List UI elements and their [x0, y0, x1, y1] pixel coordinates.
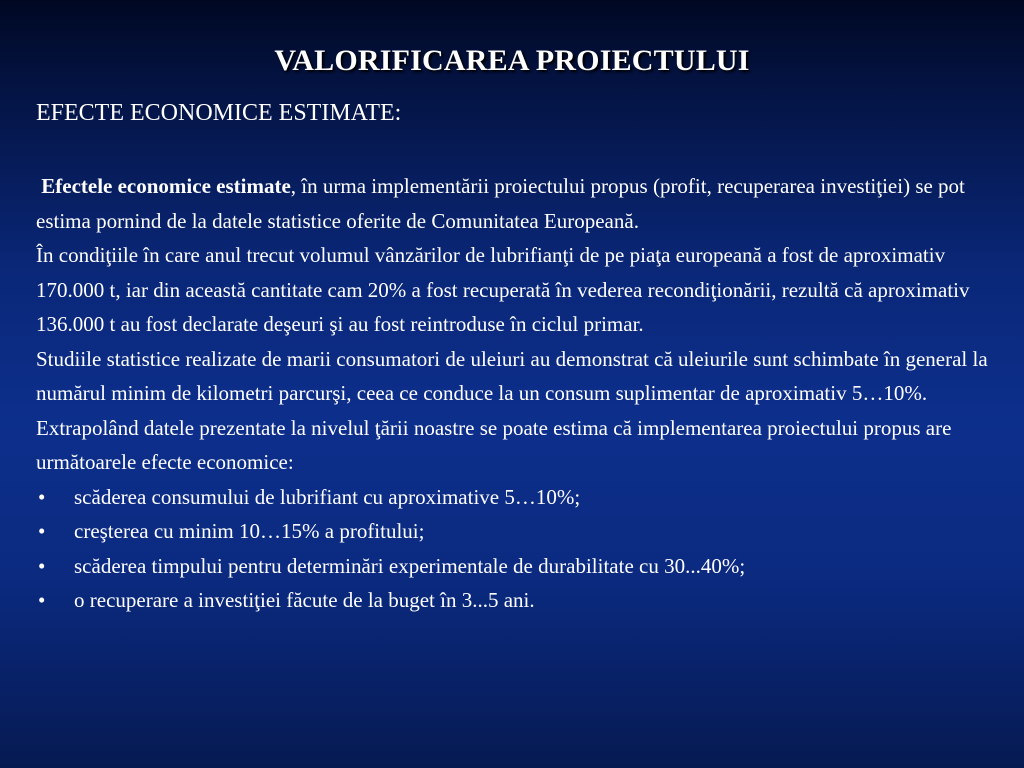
intro-bold-lead: Efectele economice estimate: [41, 174, 291, 198]
paragraph-extrapolation: Extrapolând datele prezentate la nivelul ţării noastre se poate estima că implementarea proiectului propus are următoarele efecte economice:: [36, 415, 952, 474]
intro-rest: , în urma implementării proiectului propus (profit, recuperarea investiţiei) se pot estima pornind de la datele statistice oferite de Comunitatea Europeană.: [36, 174, 965, 233]
list-item-text: scăderea timpului pentru determinări experimentale de durabilitate cu 30...40%;: [74, 553, 746, 578]
bullet-icon: •: [38, 588, 46, 612]
list-item: [36, 583, 996, 618]
bullet-icon: •: [38, 519, 46, 543]
list-item: [36, 480, 996, 515]
paragraph-statistical-studies: Studiile statistice realizate de marii consumatori de uleiuri au demonstrat că uleiurile sunt schimbate în general la numărul minim de kilometri parcurşi, ceea ce conduce la un consum suplimentar de aproximativ 5…10%.: [36, 346, 988, 405]
slide-title: VALORIFICAREA PROIECTULUI: [274, 44, 750, 77]
effects-list: [36, 480, 996, 618]
bullet-icon: •: [38, 484, 46, 509]
intro-paragraph: [36, 169, 996, 238]
list-item-text: scăderea consumului de lubrifiant cu aproximative 5…10%;: [74, 484, 581, 509]
slide-subtitle: EFECTE ECONOMICE ESTIMATE:: [36, 100, 402, 126]
list-item: [36, 549, 996, 584]
list-item-text: o recuperare a investiţiei făcute de la buget în 3...5 ani.: [74, 588, 535, 612]
slide-body: [36, 169, 996, 618]
bullet-icon: •: [38, 553, 46, 578]
list-item: [36, 514, 996, 549]
paragraph-sales-volume: În condiţiile în care anul trecut volumul vânzărilor de lubrifianţi de pe piaţa europeană a fost de aproximativ 170.000 t, iar din această cantitate cam 20% a fost recuperată în vederea recondiţionării, rezultă că aproximativ 136.000 t au fost declarate deşeuri şi au fost reintroduse în ciclul primar.: [36, 243, 970, 336]
list-item-text: creşterea cu minim 10…15% a profitului;: [74, 519, 425, 543]
